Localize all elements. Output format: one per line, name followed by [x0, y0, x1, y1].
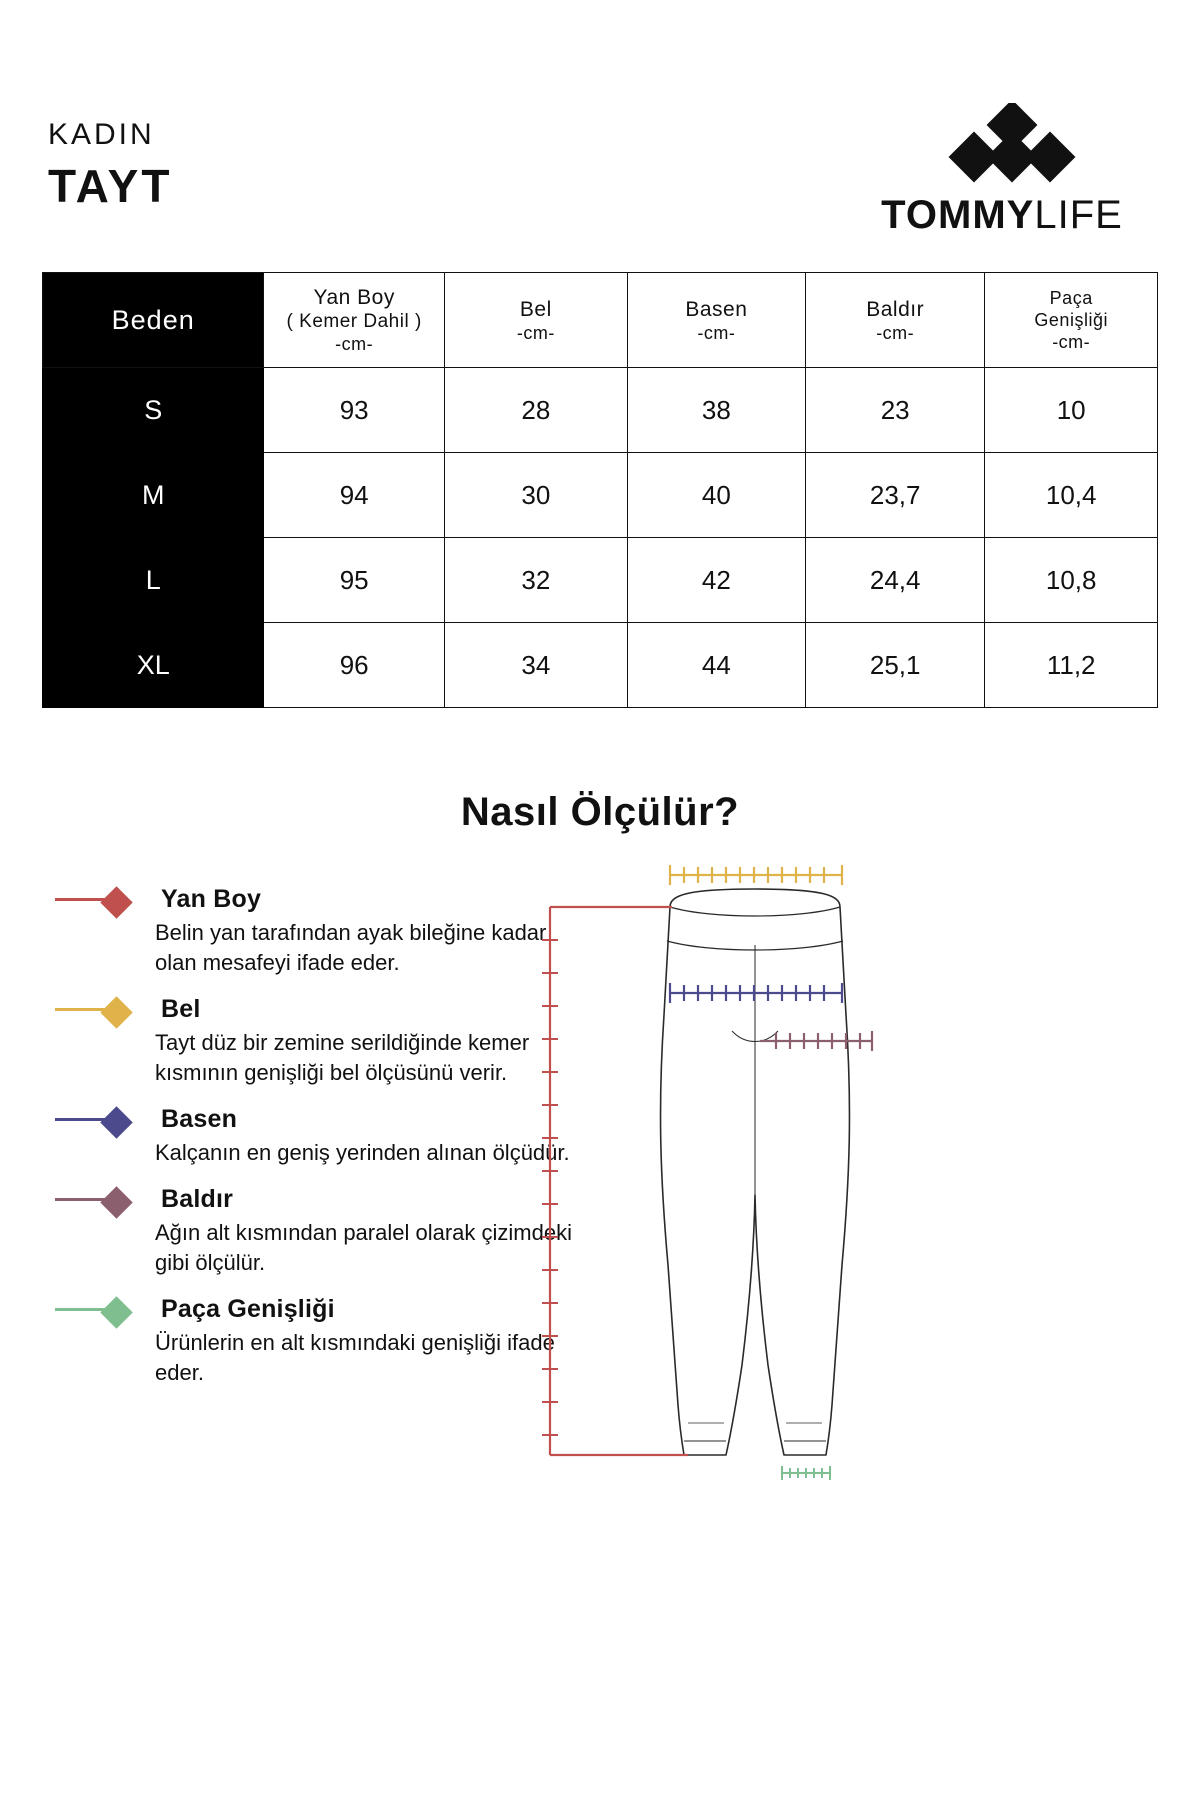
legend-description: Tayt düz bir zemine serildiğinde kemer kısmının genişliği bel ölçüsünü verir.: [155, 1030, 530, 1085]
diamond-marker-icon: [55, 995, 151, 1023]
legend-title: Paça Genişliği: [161, 1294, 335, 1323]
diamond-marker-icon: [55, 1105, 151, 1133]
column-header-label: Beden: [111, 304, 195, 335]
cell-basen: 38: [627, 368, 805, 453]
leggings-illustration-svg: [520, 845, 1160, 1505]
cell-size: M: [43, 453, 264, 538]
column-header-unit: -cm-: [516, 322, 555, 343]
legend-item-paca-genisligi: [55, 1292, 575, 1388]
table-row: [43, 623, 1158, 708]
how-to-measure-title: Nasıl Ölçülür?: [460, 790, 740, 834]
cell-paca: 10: [985, 368, 1158, 453]
title-block: [48, 118, 172, 212]
brand-block: [852, 103, 1152, 237]
cell-bel: 28: [444, 368, 627, 453]
legend-title: Bel: [161, 994, 201, 1023]
legend-description: Ağın alt kısmından paralel olarak çizimdeki gibi ölçülür.: [155, 1220, 572, 1275]
cell-size: L: [43, 538, 264, 623]
column-header-label: Bel: [519, 297, 552, 321]
legend-title: Basen: [161, 1104, 238, 1133]
diamond-marker-icon: [55, 1295, 151, 1323]
column-header-beden: [43, 273, 264, 368]
bel-measure-line: [670, 865, 842, 885]
cell-basen: 44: [627, 623, 805, 708]
cell-basen: 40: [627, 453, 805, 538]
brand-name: [852, 193, 1152, 237]
legend-description: Kalçanın en geniş yerinden alınan ölçüdür.: [155, 1140, 570, 1165]
cell-paca: 10,4: [985, 453, 1158, 538]
page-title: TAYT: [48, 160, 173, 212]
brand-name-bold: TOMMY: [881, 193, 1035, 237]
column-header-yan-boy: [264, 273, 445, 368]
measurement-legend: [55, 882, 575, 1402]
diamond-marker-icon: [55, 1185, 151, 1213]
cell-size: XL: [43, 623, 264, 708]
legend-item-bel: [55, 992, 575, 1088]
page-header: [48, 118, 1152, 268]
column-header-sub: Genişliği: [1034, 310, 1108, 330]
cell-size: S: [43, 368, 264, 453]
cell-bel: 34: [444, 623, 627, 708]
legend-item-yan-boy: [55, 882, 575, 978]
column-header-sub: ( Kemer Dahil ): [286, 311, 422, 332]
legend-title: Yan Boy: [161, 884, 262, 913]
column-header-unit: -cm-: [876, 322, 915, 343]
legend-title: Baldır: [161, 1184, 234, 1213]
paca-measure-line: [782, 1466, 830, 1480]
table-header-row: [43, 273, 1158, 368]
cell-paca: 11,2: [985, 623, 1158, 708]
table-row: [43, 453, 1158, 538]
cell-baldir: 23,7: [805, 453, 984, 538]
legend-description: Belin yan tarafından ayak bileğine kadar olan mesafeyi ifade eder.: [155, 920, 547, 975]
column-header-basen: [627, 273, 805, 368]
column-header-unit: -cm-: [697, 322, 736, 343]
legend-item-baldir: [55, 1182, 575, 1278]
column-header-unit: -cm-: [1052, 332, 1091, 352]
cell-bel: 30: [444, 453, 627, 538]
column-header-label: Basen: [685, 297, 748, 321]
diamond-cluster-logo-icon: [902, 103, 1102, 183]
table-row: [43, 538, 1158, 623]
cell-yan-boy: 95: [264, 538, 445, 623]
cell-basen: 42: [627, 538, 805, 623]
cell-baldir: 23: [805, 368, 984, 453]
column-header-label: Paça: [1049, 288, 1093, 308]
column-header-label: Baldır: [866, 297, 925, 321]
page-category: KADIN: [48, 118, 155, 151]
cell-yan-boy: 94: [264, 453, 445, 538]
cell-yan-boy: 96: [264, 623, 445, 708]
column-header-bel: [444, 273, 627, 368]
column-header-unit: -cm-: [335, 334, 374, 354]
column-header-baldir: [805, 273, 984, 368]
diamond-marker-icon: [55, 885, 151, 913]
column-header-paca: [985, 273, 1158, 368]
table-row: [43, 368, 1158, 453]
leggings-measurement-diagram: [520, 845, 1160, 1505]
column-header-label: Yan Boy: [313, 286, 395, 309]
cell-paca: 10,8: [985, 538, 1158, 623]
cell-baldir: 24,4: [805, 538, 984, 623]
legend-item-basen: [55, 1102, 575, 1168]
cell-yan-boy: 93: [264, 368, 445, 453]
cell-baldir: 25,1: [805, 623, 984, 708]
size-table: [42, 272, 1158, 708]
legend-description: Ürünlerin en alt kısmındaki genişliği ifade eder.: [155, 1330, 555, 1385]
cell-bel: 32: [444, 538, 627, 623]
brand-name-light: LIFE: [1034, 193, 1123, 237]
